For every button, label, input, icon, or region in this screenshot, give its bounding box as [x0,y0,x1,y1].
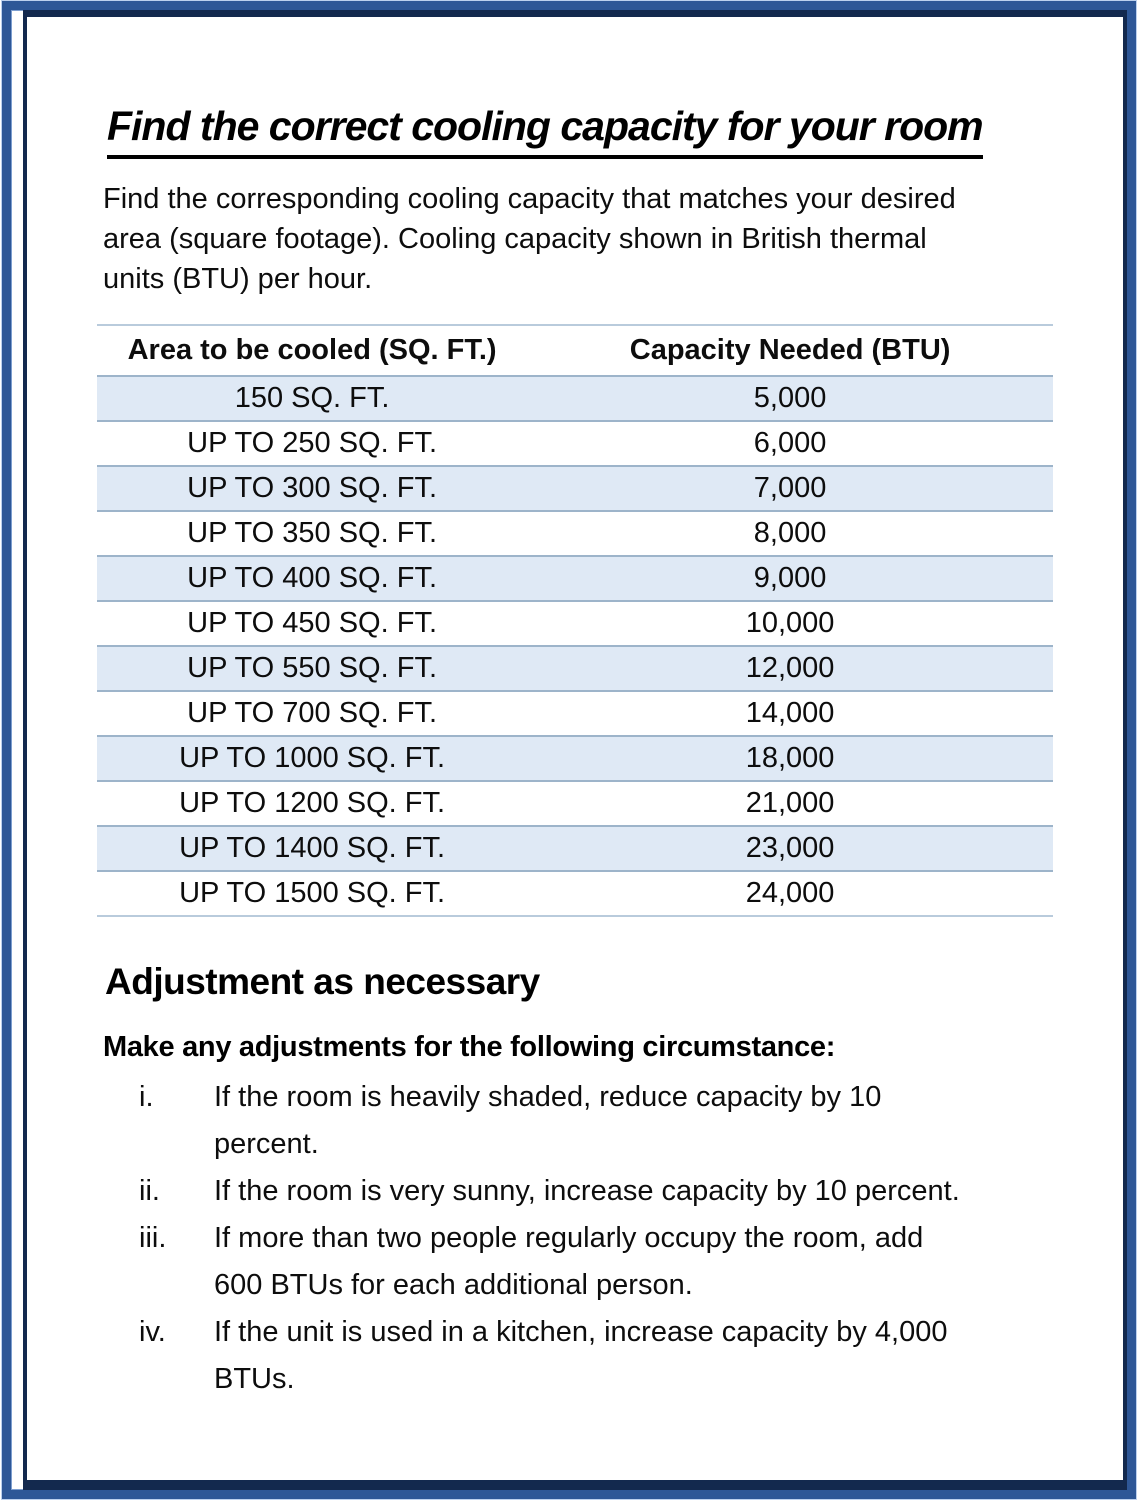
table-row [97,511,1053,556]
page-title-text: Find the correct cooling capacity for your room [107,103,983,159]
capacity-cell: 8,000 [527,511,1053,556]
list-marker: ii. [139,1175,160,1207]
list-item-text: If more than two people regularly occupy the room, add 600 BTUs for each additional person. [214,1222,924,1301]
list-item-text: If the unit is used in a kitchen, increase capacity by 4,000 BTUs. [214,1316,948,1395]
table-row [97,466,1053,511]
area-cell: UP TO 1200 SQ. FT. [97,781,527,826]
intro-line: area (square footage). Cooling capacity shown in British thermal [103,223,927,255]
list-item [97,1074,1053,1168]
area-cell: UP TO 450 SQ. FT. [97,601,527,646]
list-item-text: If the room is heavily shaded, reduce capacity by 10 percent. [214,1081,882,1160]
capacity-cell: 23,000 [527,826,1053,871]
capacity-cell: 10,000 [527,601,1053,646]
list-marker: iv. [139,1316,166,1348]
capacity-cell: 18,000 [527,736,1053,781]
area-cell: UP TO 400 SQ. FT. [97,556,527,601]
capacity-cell: 6,000 [527,421,1053,466]
area-cell: UP TO 350 SQ. FT. [97,511,527,556]
table-row [97,646,1053,691]
capacity-cell: 21,000 [527,781,1053,826]
list-item [97,1309,1053,1403]
intro-paragraph [103,179,1053,299]
table-row [97,691,1053,736]
area-cell: UP TO 300 SQ. FT. [97,466,527,511]
list-marker: iii. [139,1222,167,1254]
table-row [97,601,1053,646]
table-row [97,736,1053,781]
list-item-text: If the room is very sunny, increase capacity by 10 percent. [214,1175,960,1207]
table-row [97,781,1053,826]
table-header-capacity: Capacity Needed (BTU) [527,325,1053,376]
table-header-area: Area to be cooled (SQ. FT.) [97,325,527,376]
adjustments-lead: Make any adjustments for the following circumstance: [103,1031,836,1063]
area-cell: UP TO 550 SQ. FT. [97,646,527,691]
capacity-cell: 5,000 [527,376,1053,421]
capacity-cell: 12,000 [527,646,1053,691]
capacity-cell: 9,000 [527,556,1053,601]
adjustments-list [97,1074,1053,1403]
area-cell: UP TO 250 SQ. FT. [97,421,527,466]
table-row [97,556,1053,601]
table-row [97,376,1053,421]
list-marker: i. [139,1081,154,1113]
outer-blue-frame [2,1,1136,1499]
page-title [107,103,1053,159]
list-item [97,1168,1053,1215]
table-row [97,826,1053,871]
intro-line: units (BTU) per hour. [103,263,373,295]
area-cell: 150 SQ. FT. [97,376,527,421]
inner-navy-frame [23,10,1127,1490]
capacity-cell: 14,000 [527,691,1053,736]
area-cell: UP TO 1500 SQ. FT. [97,871,527,916]
table-header-row [97,325,1053,376]
document-content [27,17,1123,1480]
area-cell: UP TO 700 SQ. FT. [97,691,527,736]
area-cell: UP TO 1400 SQ. FT. [97,826,527,871]
area-cell: UP TO 1000 SQ. FT. [97,736,527,781]
capacity-table [97,324,1053,917]
intro-line: Find the corresponding cooling capacity that matches your desired [103,183,956,215]
list-item [97,1215,1053,1309]
capacity-cell: 24,000 [527,871,1053,916]
table-row [97,421,1053,466]
adjustments-heading: Adjustment as necessary [105,961,540,1002]
table-row [97,871,1053,916]
capacity-cell: 7,000 [527,466,1053,511]
